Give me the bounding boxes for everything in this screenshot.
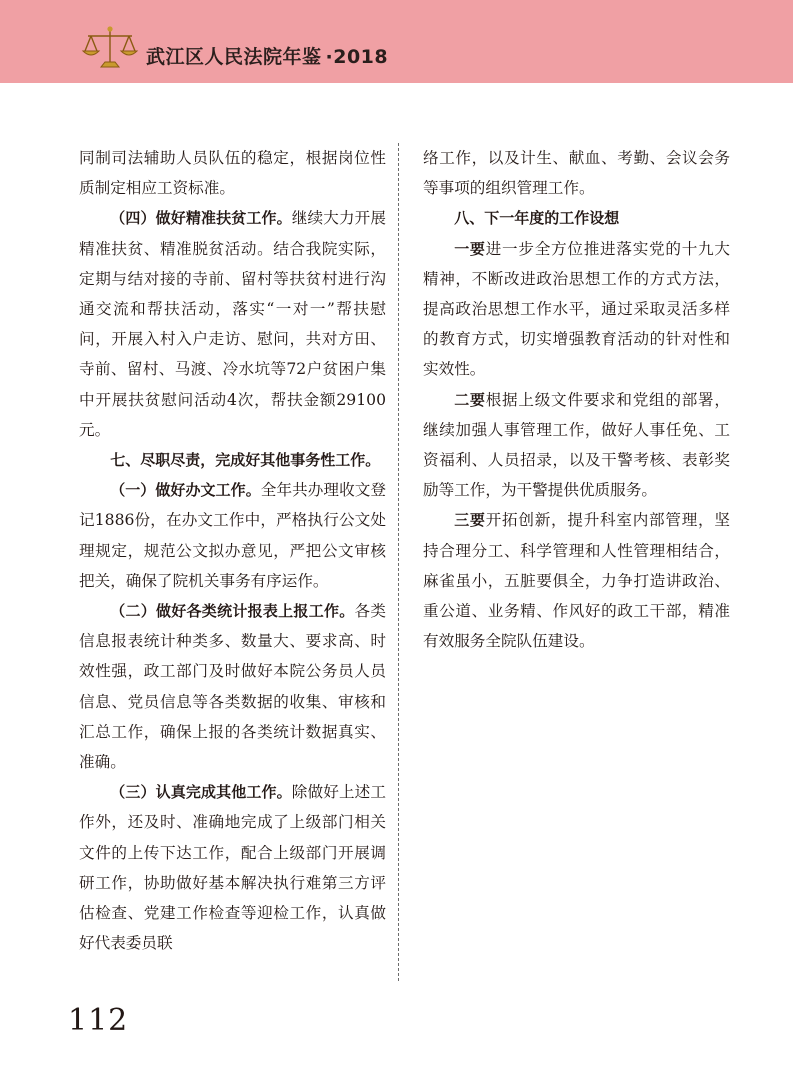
section-heading-text: 八、下一年度的工作设想 <box>454 209 620 228</box>
paragraph-text: 根据上级文件要求和党组的部署，继续加强人事管理工作，做好人事任免、工资福利、人员招录，以及干警考核、表彰奖励等工作，为干警提供优质服务。 <box>423 390 730 500</box>
paragraph-text: 开拓创新，提升科室内部管理，坚持合理分工、科学管理和人性管理相结合，麻雀虽小，五脏要俱全，力争打造讲政治、重公道、业务精、作风好的政工干部，精准有效服务全院队伍建设。 <box>423 511 730 651</box>
paragraph-lead: （一）做好办文工作。 <box>110 481 261 500</box>
left-column <box>79 143 386 958</box>
paragraph-text: 继续大力开展精准扶贫、精准脱贫活动。结合我院实际，定期与结对接的寺前、留村等扶贫村进行沟通交流和帮扶活动，落实“一对一”帮扶慰问，开展入村入户走访、慰问，共对方田、寺前、留村、马渡、冷水坑等72户贫困户集中开展扶贫慰问活动4次，帮扶金额29100元。 <box>79 209 386 439</box>
paragraph <box>79 475 386 596</box>
paragraph-text: 全年共办理收文登记1886份，在办文工作中，严格执行公文处理规定，规范公文拟办意见，严把公文审核把关，确保了院机关事务有序运作。 <box>79 481 386 590</box>
column-divider <box>398 143 399 981</box>
page-number: 112 <box>68 1003 129 1038</box>
paragraph <box>79 596 386 777</box>
section-heading <box>79 445 386 475</box>
scales-of-justice-icon <box>80 24 140 70</box>
section-heading <box>423 203 730 233</box>
paragraph <box>423 234 730 385</box>
yearbook-year: ·2018 <box>325 46 389 68</box>
paragraph: 络工作，以及计生、献血、考勤、会议会务等事项的组织管理工作。 <box>423 149 730 198</box>
paragraph-text: 各类信息报表统计种类多、数量大、要求高、时效性强，政工部门及时做好本院公务员人员信息、党员信息等各类数据的收集、审核和汇总工作，确保上报的各类统计数据真实、准确。 <box>79 602 386 772</box>
paragraph-text: 进一步全方位推进落实党的十九大精神，不断改进政治思想工作的方式方法，提高政治思想工作水平，通过采取灵活多样的教育方式，切实增强教育活动的针对性和实效性。 <box>423 239 730 379</box>
paragraph-lead: 三要 <box>454 511 486 530</box>
page-header <box>0 0 793 83</box>
paragraph-lead: （二）做好各类统计报表上报工作。 <box>110 602 355 621</box>
paragraph <box>79 203 386 445</box>
paragraph <box>79 777 386 958</box>
right-column <box>423 143 730 656</box>
paragraph-text: 除做好上述工作外，还及时、准确地完成了上级部门相关文件的上传下达工作，配合上级部门开展调研工作，协助做好基本解决执行难第三方评估检查、党建工作检查等迎检工作，认真做好代表委员联 <box>79 783 386 953</box>
paragraph-lead: （三）认真完成其他工作。 <box>110 783 292 802</box>
paragraph <box>423 385 730 506</box>
paragraph-lead: 一要 <box>454 239 486 258</box>
yearbook-title <box>146 42 388 69</box>
paragraph-lead: 二要 <box>454 390 486 409</box>
paragraph-lead: （四）做好精准扶贫工作。 <box>110 209 292 228</box>
section-heading-text: 七、尽职尽责，完成好其他事务性工作。 <box>110 451 381 470</box>
paragraph: 同制司法辅助人员队伍的稳定，根据岗位性质制定相应工资标准。 <box>79 149 386 198</box>
paragraph <box>423 505 730 656</box>
yearbook-name: 武江区人民法院年鉴 <box>146 46 322 68</box>
